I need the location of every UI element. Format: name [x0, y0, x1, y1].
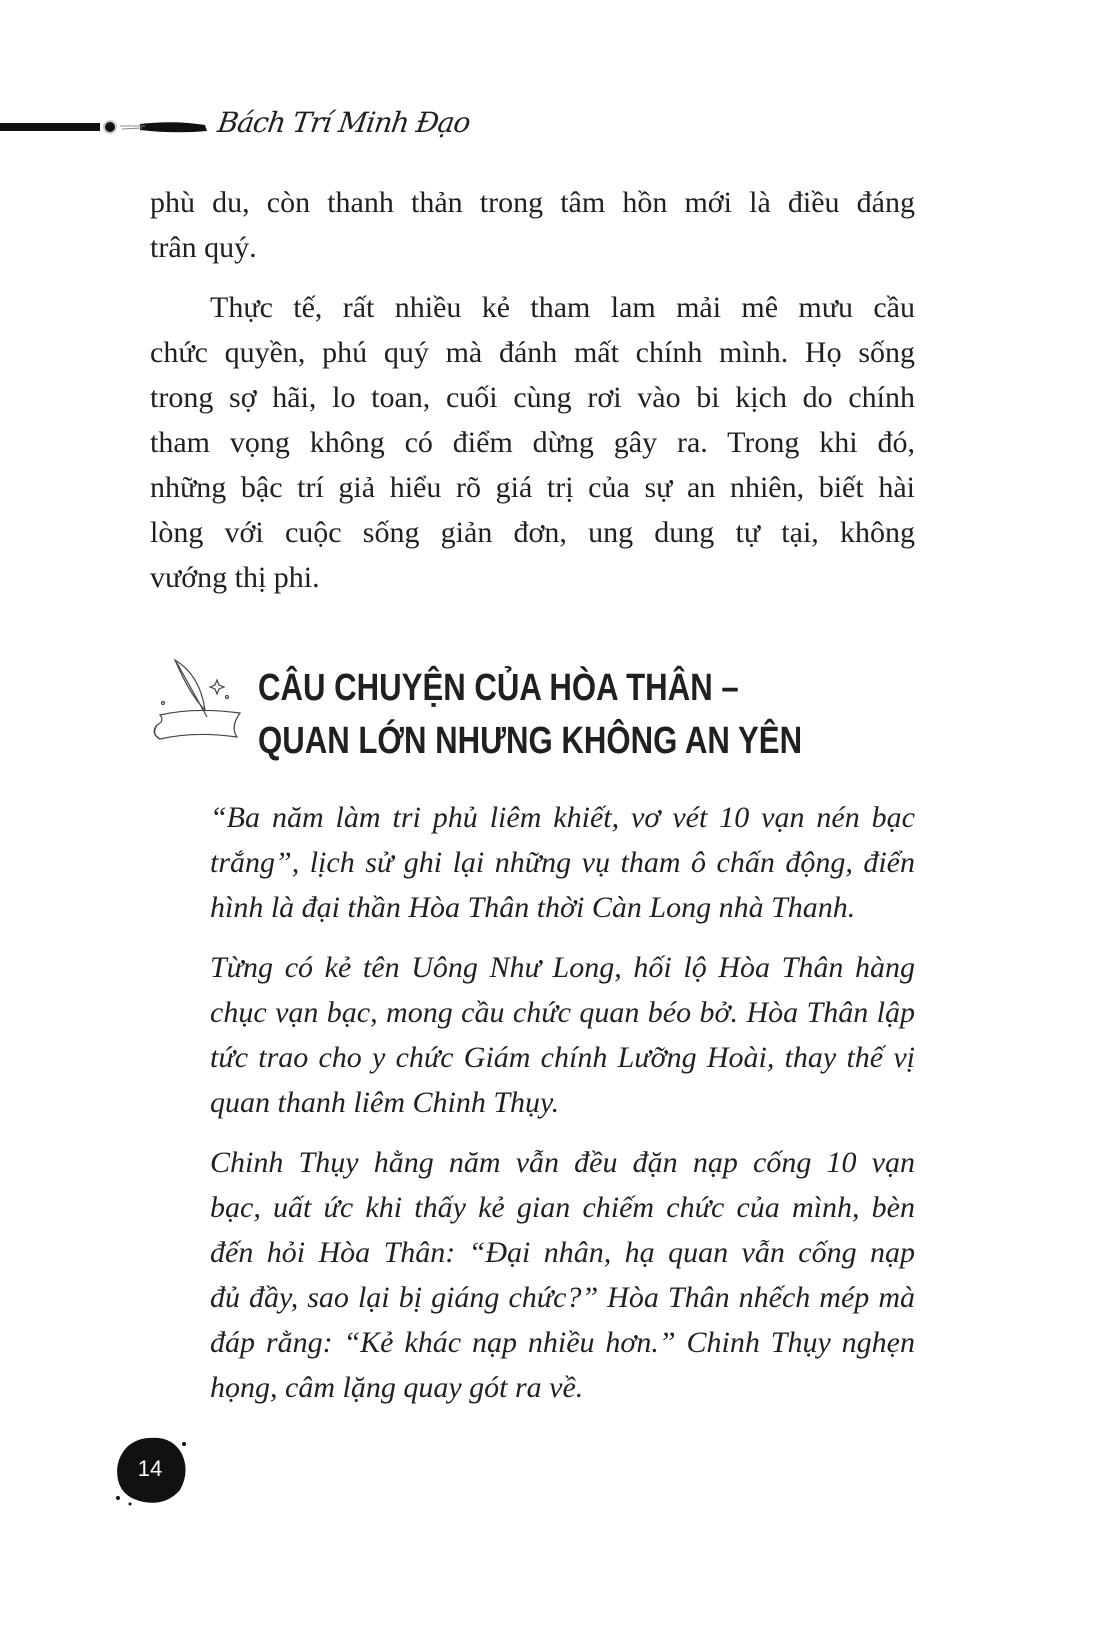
text-line: họng, câm lặng quay gót ra về. — [210, 1371, 584, 1404]
text-line: trắng”, lịch sử ghi lại những vụ tham ô chấn động, điển — [210, 846, 915, 879]
text-line: lòng với cuộc sống giản đơn, ung dung tự tại, không — [150, 516, 915, 549]
text-line: trân quý. — [150, 231, 257, 264]
section-heading — [258, 662, 802, 768]
running-head: Bách Trí Minh Đạo — [215, 106, 472, 139]
heading-line: QUAN LỚN NHƯNG KHÔNG AN YÊN — [258, 720, 803, 762]
quill-scroll-icon — [145, 655, 250, 750]
text-line: hình là đại thần Hòa Thân thời Càn Long nhà Thanh. — [210, 891, 856, 924]
text-line: vướng thị phi. — [150, 561, 320, 594]
text-line: đáp rằng: “Kẻ khác nạp nhiều hơn.” Chinh Thụy nghẹn — [210, 1326, 915, 1359]
text-line: quan thanh liêm Chinh Thụy. — [210, 1086, 560, 1119]
body-paragraph — [150, 285, 915, 600]
text-line: trong sợ hãi, lo toan, cuối cùng rơi vào bi kịch do chính — [150, 381, 915, 414]
story-paragraph — [210, 945, 915, 1125]
page-number — [110, 1432, 190, 1507]
page-number-text: 14 — [137, 1456, 163, 1481]
text-line: “Ba năm làm tri phủ liêm khiết, vơ vét 10 vạn nén bạc — [210, 801, 915, 834]
text-line: Từng có kẻ tên Uông Như Long, hối lộ Hòa Thân hàng — [210, 951, 915, 984]
body-paragraph — [150, 180, 915, 270]
brush-stroke-ornament — [0, 118, 210, 136]
story-paragraph — [210, 795, 915, 930]
text-line: tham vọng không có điểm dừng gây ra. Trong khi đó, — [150, 426, 915, 459]
text-line: phù du, còn thanh thản trong tâm hồn mới là điều đáng — [150, 186, 915, 219]
heading-line: CÂU CHUYỆN CỦA HÒA THÂN – — [258, 667, 739, 709]
text-line: bạc, uất ức khi thấy kẻ gian chiếm chức của mình, bèn — [210, 1191, 915, 1224]
text-line: Chinh Thụy hằng năm vẫn đều đặn nạp cống 10 vạn — [210, 1146, 915, 1179]
text-line: đến hỏi Hòa Thân: “Đại nhân, hạ quan vẫn cống nạp — [210, 1236, 915, 1269]
text-line: Thực tế, rất nhiều kẻ tham lam mải mê mưu cầu — [210, 291, 915, 324]
text-line: chục vạn bạc, mong cầu chức quan béo bở. Hòa Thân lập — [210, 996, 915, 1029]
story-paragraph — [210, 1140, 915, 1410]
text-line: chức quyền, phú quý mà đánh mất chính mình. Họ sống — [150, 336, 915, 369]
text-line: đủ đầy, sao lại bị giáng chức?” Hòa Thân nhếch mép mà — [210, 1281, 915, 1314]
text-line: tức trao cho y chức Giám chính Lưỡng Hoài, thay thế vị — [210, 1041, 915, 1074]
text-line: những bậc trí giả hiểu rõ giá trị của sự an nhiên, biết hài — [150, 471, 915, 504]
